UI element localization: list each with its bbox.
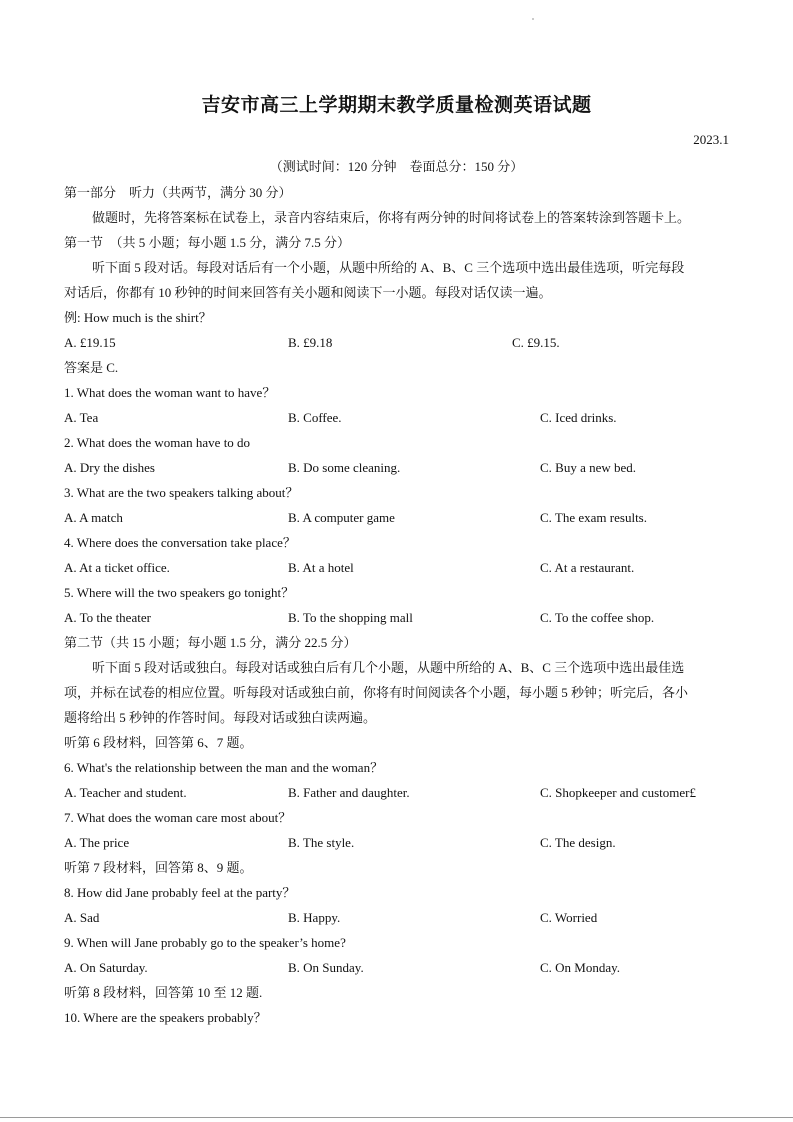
option-a: A. Teacher and student. (64, 785, 187, 800)
question-3: 3. What are the two speakers talking about？ (64, 485, 299, 500)
example-question: 例: How much is the shirt？ (64, 310, 212, 325)
section2-instruction-line: 项，并标在试卷的相应位置。听每段对话或独白前，你将有时间阅读各个小题，每小题 5 秒钟；听完后，各小 (64, 685, 689, 700)
option-a: A. To the theater (64, 610, 151, 625)
question-7: 7. What does the woman care most about？ (64, 810, 292, 825)
option-c: C. Iced drinks. (540, 410, 617, 425)
question-2-options (64, 455, 734, 480)
option-a: A. At a ticket office. (64, 560, 170, 575)
option-c: C. At a restaurant. (540, 560, 635, 575)
section1-heading: 第一节 （共 5 小题；每小题 1.5 分，满分 7.5 分） (64, 235, 351, 250)
section1-instruction-line: 对话后，你都有 10 秒钟的时间来回答有关小题和阅读下一小题。每段对话仅读一遍。 (64, 285, 552, 300)
question-2: 2. What does the woman have to do (64, 435, 251, 450)
group-6-heading: 听第 6 段材料，回答第 6、7 题。 (64, 735, 253, 750)
group-7-heading: 听第 7 段材料，回答第 8、9 题。 (64, 860, 253, 875)
question-4-options (64, 555, 734, 580)
section1-instruction-line: 听下面 5 段对话。每段对话后有一个小题，从题中所给的 A、B、C 三个选项中选出最佳选项，听完每段 (92, 260, 685, 275)
part1-heading: 第一部分 听力（共两节，满分 30 分） (64, 185, 292, 200)
option-b: B. Happy. (288, 910, 341, 925)
option-b: B. Father and daughter. (288, 785, 410, 800)
option-c: C. To the coffee shop. (540, 610, 655, 625)
example-options (64, 330, 734, 355)
question-4: 4. Where does the conversation take place？ (64, 535, 296, 550)
exam-date: 2023.1 (693, 132, 729, 147)
option-b: B. At a hotel (288, 560, 354, 575)
option-b: B. Coffee. (288, 410, 342, 425)
section2-instruction-line: 听下面 5 段对话或独白。每段对话或独白后有几个小题，从题中所给的 A、B、C 三个选项中选出最佳选 (92, 660, 685, 675)
section2-instruction-line: 题将给出 5 秒钟的作答时间。每段对话或独白读两遍。 (64, 710, 377, 725)
section2-heading: 第二节（共 15 小题；每小题 1.5 分，满分 22.5 分） (64, 635, 357, 650)
option-a: A. Tea (64, 410, 99, 425)
option-b: B. To the shopping mall (288, 610, 413, 625)
question-5-options (64, 605, 734, 630)
option-c: C. Worried (540, 910, 598, 925)
scan-dot (532, 18, 534, 20)
example-answer: 答案是 C. (64, 360, 119, 375)
question-10: 10. Where are the speakers probably？ (64, 1010, 267, 1025)
question-8-options (64, 905, 734, 930)
option-b: B. The style. (288, 835, 355, 850)
option-b: B. A computer game (288, 510, 395, 525)
question-3-options (64, 505, 734, 530)
option-c: C. Buy a new bed. (540, 460, 637, 475)
option-c: C. £9.15. (512, 335, 560, 350)
option-a: A. A match (64, 510, 123, 525)
part1-instruction: 做题时，先将答案标在试卷上，录音内容结束后，你将有两分钟的时间将试卷上的答案转涂到答题卡上。 (92, 210, 691, 225)
page-bottom-rule (0, 1117, 793, 1118)
page-title: 吉安市高三上学期期末教学质量检测英语试题 (201, 94, 592, 116)
option-c: C. The exam results. (540, 510, 647, 525)
option-b: B. £9.18 (288, 335, 333, 350)
option-c: C. On Monday. (540, 960, 621, 975)
option-a: A. On Saturday. (64, 960, 148, 975)
question-1-options (64, 405, 734, 430)
question-5: 5. Where will the two speakers go tonight？ (64, 585, 295, 600)
question-9-options (64, 955, 734, 980)
exam-info: （测试时间：120 分钟 卷面总分：150 分） (269, 159, 524, 174)
group-8-heading: 听第 8 段材料，回答第 10 至 12 题. (64, 985, 263, 1000)
option-c: C. Shopkeeper and customer£ (540, 785, 696, 800)
exam-content (64, 180, 734, 1030)
option-a: A. Dry the dishes (64, 460, 155, 475)
question-6-options (64, 780, 734, 805)
question-1: 1. What does the woman want to have？ (64, 385, 276, 400)
question-6: 6. What's the relationship between the man and the woman？ (64, 760, 384, 775)
option-a: A. £19.15 (64, 335, 116, 350)
option-b: B. On Sunday. (288, 960, 364, 975)
question-7-options (64, 830, 734, 855)
option-c: C. The design. (540, 835, 616, 850)
option-a: A. Sad (64, 910, 100, 925)
option-a: A. The price (64, 835, 130, 850)
option-b: B. Do some cleaning. (288, 460, 401, 475)
question-8: 8. How did Jane probably feel at the party？ (64, 885, 296, 900)
question-9: 9. When will Jane probably go to the speaker’s home? (64, 935, 346, 950)
